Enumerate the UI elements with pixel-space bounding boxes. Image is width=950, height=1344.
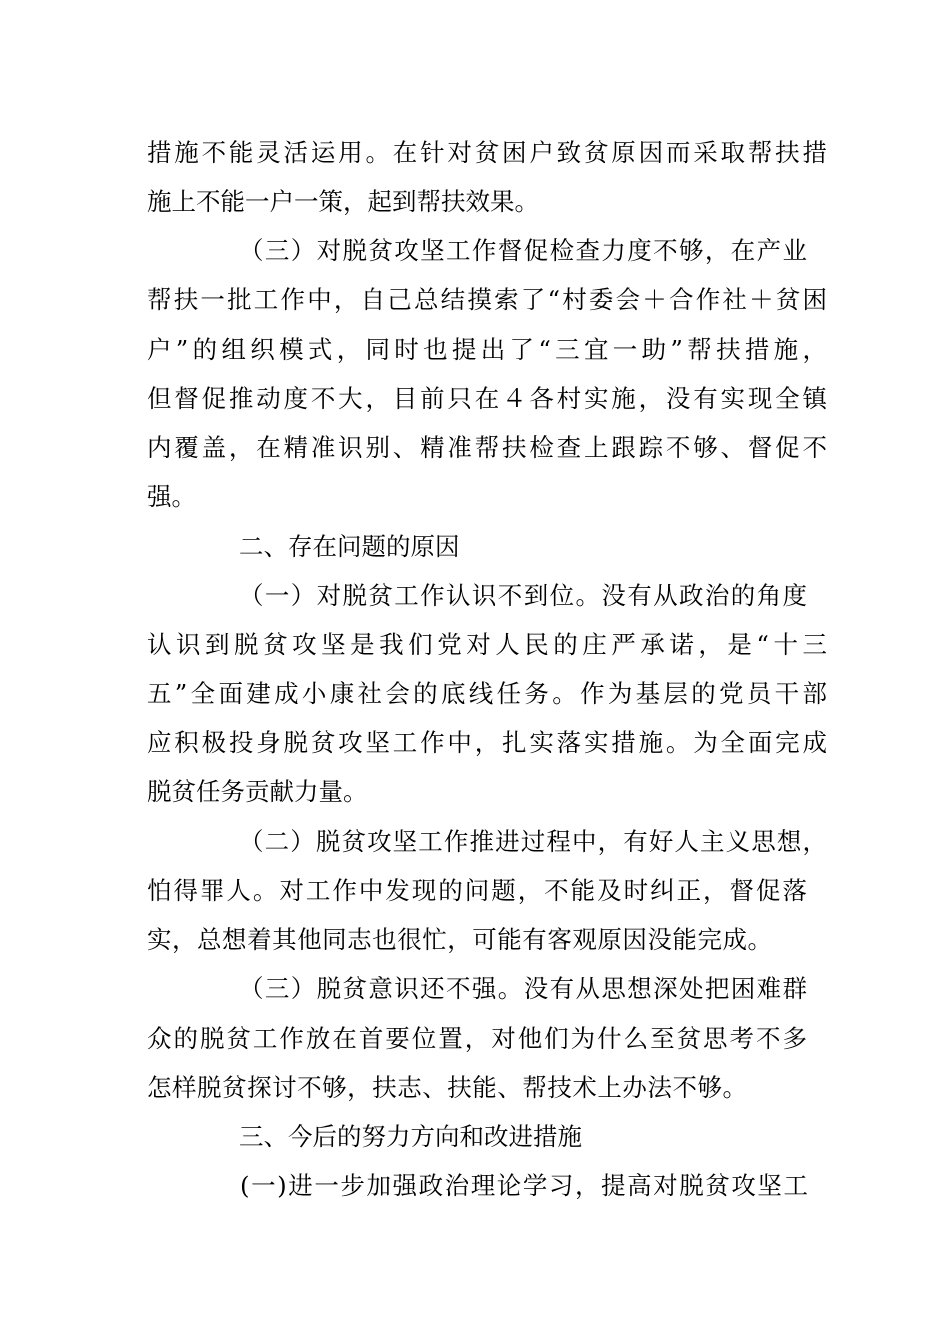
paragraph-first-line: （二）脱贫攻坚工作推进过程中，有好人主义思想， [239, 827, 827, 856]
paragraph-first-line: （三）脱贫意识还不强。没有从思想深处把困难群 [239, 974, 807, 1003]
paragraph-first-line: （一）对脱贫工作认识不到位。没有从政治的角度 [239, 581, 807, 610]
body-text-line: 脱贫任务贡献力量。 [147, 777, 368, 806]
body-text-line: 但督促推动度不大，目前只在４各村实施，没有实现全镇 [147, 384, 827, 413]
body-text-line: 强。 [147, 482, 196, 511]
section-heading: 三、今后的努力方向和改进措施 [239, 1122, 582, 1151]
body-text-line: 怕得罪人。对工作中发现的问题，不能及时纠正，督促落 [147, 876, 807, 905]
body-text-line: 五”全面建成小康社会的底线任务。作为基层的党员干部 [147, 679, 827, 708]
body-text-line: 众的脱贫工作放在首要位置，对他们为什么至贫思考不多 [147, 1024, 807, 1053]
body-text-line: 认识到脱贫攻坚是我们党对人民的庄严承诺，是“十三 [147, 630, 827, 659]
body-text-line: 内覆盖，在精准识别、精准帮扶检查上跟踪不够、督促不 [147, 433, 827, 462]
body-text-line: 帮扶一批工作中，自己总结摸索了“村委会＋合作社＋贫困 [147, 285, 827, 314]
body-text-line: 实，总想着其他同志也很忙，可能有客观原因没能完成。 [147, 925, 772, 954]
body-text-line: 怎样脱贫探讨不够，扶志、扶能、帮技术上办法不够。 [147, 1073, 747, 1102]
body-text-line: 施上不能一户一策，起到帮扶效果。 [147, 187, 539, 216]
section-heading: 二、存在问题的原因 [239, 532, 460, 561]
body-text-line: 应积极投身脱贫攻坚工作中，扎实落实措施。为全面完成 [147, 728, 827, 757]
body-text-line: 措施不能灵活运用。在针对贫困户致贫原因而采取帮扶措 [147, 138, 827, 167]
paragraph-first-line: （三）对脱贫攻坚工作督促检查力度不够，在产业 [239, 236, 807, 265]
body-text-line: 户”的组织模式，同时也提出了“三宜一助”帮扶措施， [147, 335, 827, 364]
paragraph-first-line: (一)进一步加强政治理论学习，提高对脱贫攻坚工 [240, 1171, 808, 1200]
